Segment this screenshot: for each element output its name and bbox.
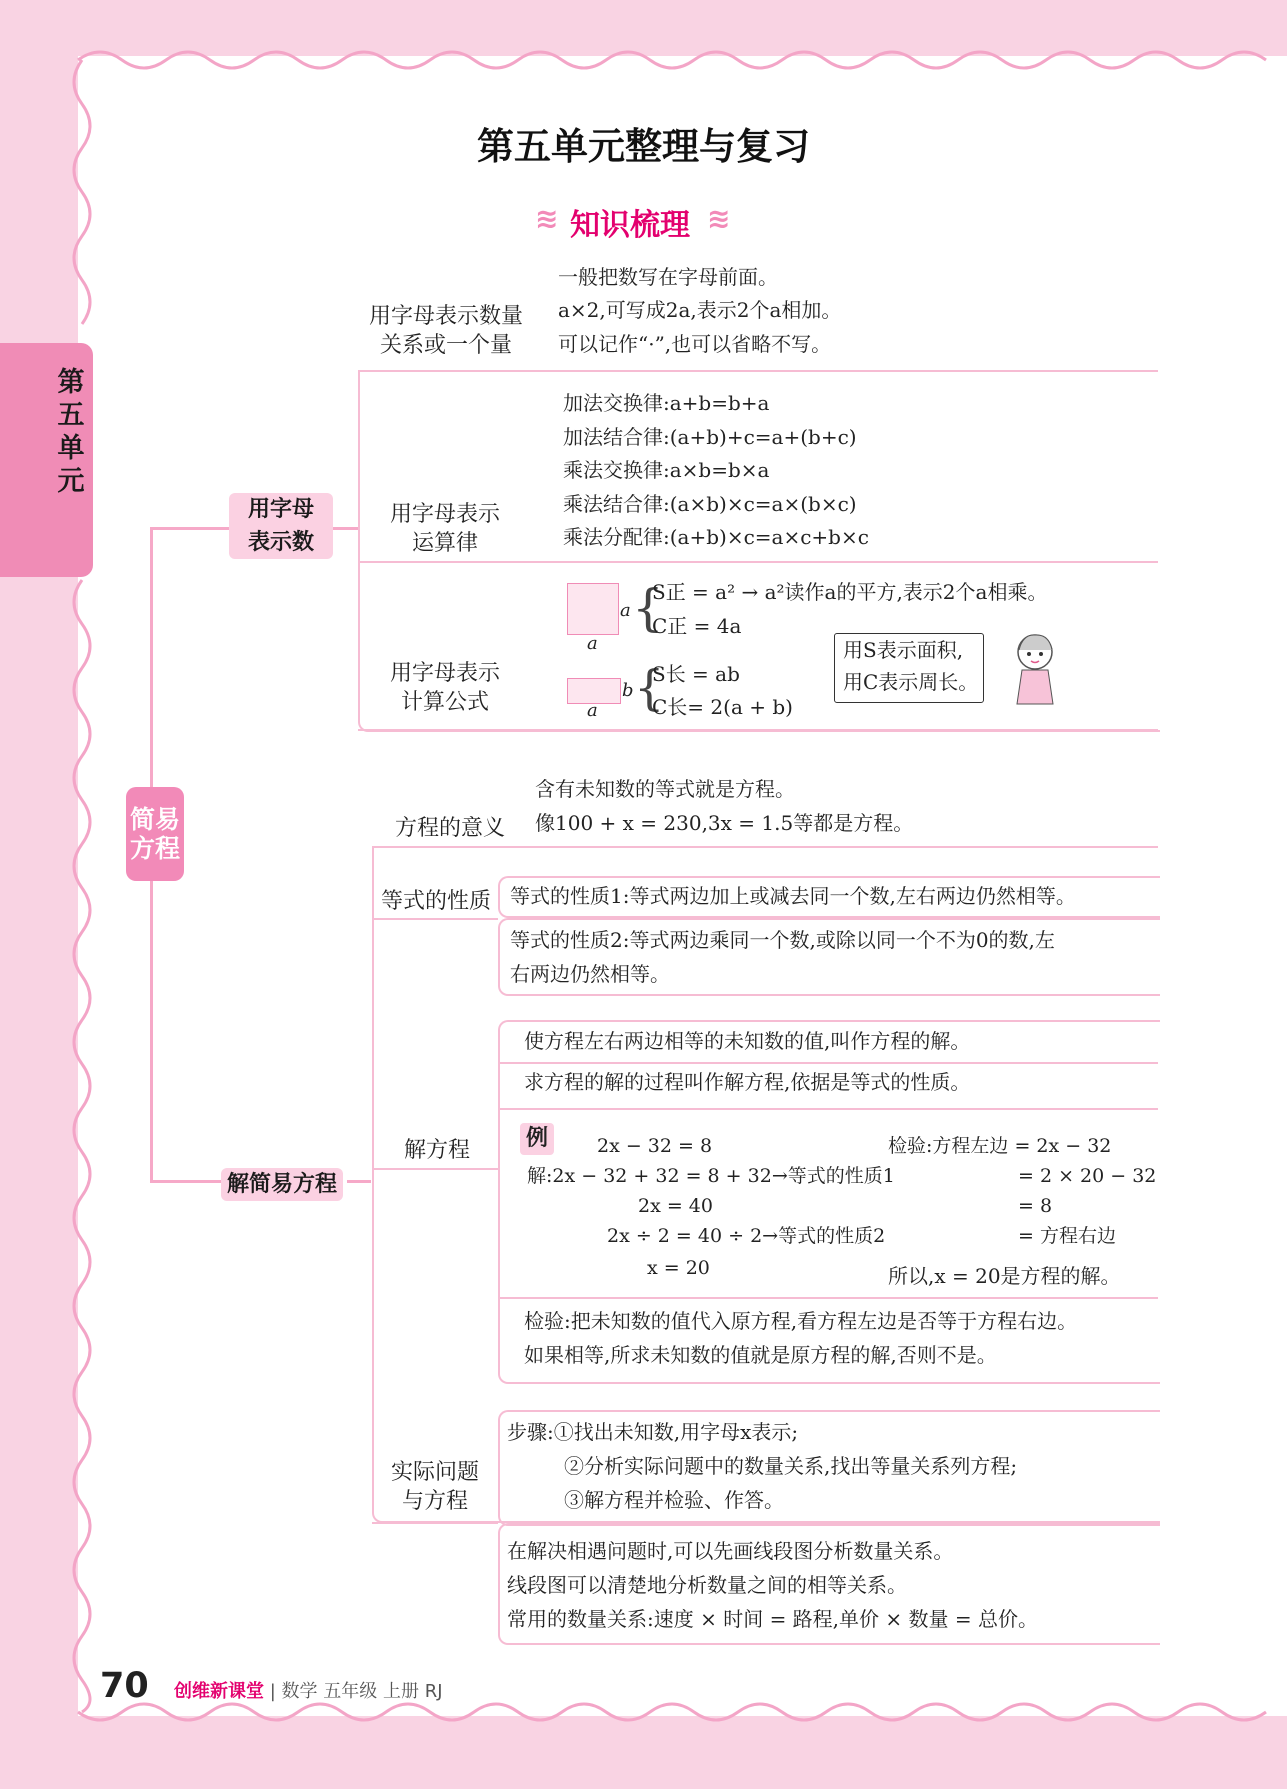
squiggle-left-icon: ≋: [535, 202, 559, 235]
squiggle-right-icon: ≋: [707, 202, 731, 235]
text-line: 等式的性质2:等式两边乘同一个数,或除以同一个不为0的数,左: [510, 928, 1055, 952]
divider: [500, 1062, 1158, 1064]
branch-node-letters: 用字母 表示数: [229, 493, 333, 559]
footer-meta: 数学 五年级 上册 RJ: [281, 1681, 443, 1702]
check-line: 所以,x = 20是方程的解。: [888, 1264, 1121, 1288]
square-side-label: a: [620, 600, 631, 621]
bubble-line: 用C表示周长。: [843, 670, 979, 694]
text-line: 步骤:①找出未知数,用字母x表示;: [507, 1420, 799, 1444]
topic-label: 用字母表示数量 关系或一个量: [368, 304, 523, 358]
text-line: 乘法结合律:(a×b)×c=a×(b×c): [563, 492, 857, 516]
rect-bottom-label: a: [587, 700, 598, 721]
formula-line: C长= 2(a + b): [652, 695, 793, 719]
text-line: 求方程的解的过程叫作解方程,依据是等式的性质。: [524, 1070, 971, 1094]
text-line: 加法结合律:(a+b)+c=a+(b+c): [563, 425, 857, 449]
text-line: 检验:把未知数的值代入原方程,看方程左边是否等于方程右边。: [524, 1309, 1078, 1333]
example-line: 2x = 40: [638, 1195, 713, 1217]
text-line: ②分析实际问题中的数量关系,找出等量关系列方程;: [564, 1454, 1018, 1478]
footer-info: [174, 1677, 443, 1703]
bubble-line: 用S表示面积,: [843, 638, 964, 662]
topic-label: 实际问题 与方程: [390, 1460, 479, 1514]
topic-label: 用字母表示 运算律: [389, 502, 500, 556]
square-bottom-label: a: [587, 633, 598, 654]
check-line: = 8: [1018, 1195, 1053, 1217]
section-title: 知识梳理: [570, 208, 690, 243]
text-line: 等式的性质1:等式两边加上或减去同一个数,左右两边仍然相等。: [510, 884, 1076, 908]
formula-line: S正 = a² → a²读作a的平方,表示2个a相乘。: [652, 580, 1048, 604]
example-mark: 例: [520, 1123, 554, 1155]
example-line: x = 20: [647, 1257, 710, 1279]
text-line: 在解决相遇问题时,可以先画线段图分析数量关系。: [507, 1539, 954, 1563]
divider: [372, 1168, 498, 1170]
trunk-top-branch: [150, 527, 230, 530]
example-line: 2x ÷ 2 = 40 ÷ 2→等式的性质2: [607, 1225, 886, 1247]
text-line: 一般把数写在字母前面。: [558, 265, 778, 289]
example-line: 解:2x − 32 + 32 = 8 + 32→等式的性质1: [527, 1165, 895, 1187]
divider: [500, 1297, 1158, 1299]
speech-bubble: [834, 633, 984, 703]
unit-side-tab-label: 第五 单元: [57, 367, 85, 497]
check-line: 检验:方程左边 = 2x − 32: [888, 1135, 1112, 1157]
footer-brand: 创维新课堂: [174, 1681, 264, 1702]
text-line: 可以记作“·”,也可以省略不写。: [558, 332, 832, 356]
text-line: 使方程左右两边相等的未知数的值,叫作方程的解。: [524, 1029, 971, 1053]
divider: [372, 1522, 498, 1524]
girl-character-icon: [1005, 630, 1065, 710]
footer-divider: |: [269, 1681, 276, 1702]
text-line: 乘法分配律:(a+b)×c=a×c+b×c: [563, 525, 869, 549]
root-node: 简易方程: [126, 787, 184, 881]
square-figure: [567, 583, 619, 635]
topic-label: 方程的意义: [394, 816, 505, 841]
text-line: 含有未知数的等式就是方程。: [535, 777, 795, 801]
check-line: = 2 × 20 − 32: [1018, 1165, 1157, 1187]
check-line: = 方程右边: [1018, 1225, 1116, 1247]
text-line: 常用的数量关系:速度 × 时间 = 路程,单价 × 数量 = 总价。: [507, 1607, 1038, 1631]
topic-label: 用字母表示 计算公式: [389, 661, 500, 715]
text-line: 像100 + x = 230,3x = 1.5等都是方程。: [535, 811, 914, 835]
text-line: 加法交换律:a+b=b+a: [563, 391, 770, 415]
text-line: 乘法交换律:a×b=b×a: [563, 458, 770, 482]
rect-side-label: b: [622, 680, 634, 701]
example-line: 2x − 32 = 8: [597, 1135, 713, 1157]
text-line: a×2,可写成2a,表示2个a相加。: [558, 298, 842, 322]
brace-icon: {: [632, 579, 664, 637]
text-line: ③解方程并检验、作答。: [564, 1488, 784, 1512]
branch2-connector: [347, 1180, 371, 1183]
formula-line: S长 = ab: [652, 662, 740, 686]
divider: [358, 729, 1158, 731]
topic-label: 解方程: [403, 1138, 470, 1163]
divider: [358, 561, 1158, 563]
brace-icon: {: [634, 660, 665, 716]
topic-label: 等式的性质: [380, 889, 491, 914]
trunk-bottom-branch: [150, 1180, 223, 1183]
formula-line: C正 = 4a: [652, 614, 742, 638]
page-number: 70: [100, 1666, 149, 1706]
divider: [358, 370, 1158, 372]
text-line: 线段图可以清楚地分析数量之间的相等关系。: [507, 1573, 907, 1597]
divider: [500, 1108, 1158, 1110]
divider: [372, 918, 498, 920]
branch-node-equations: 解简易方程: [221, 1168, 343, 1201]
text-line: 右两边仍然相等。: [510, 962, 670, 986]
text-line: 如果相等,所求未知数的值就是原方程的解,否则不是。: [524, 1343, 997, 1367]
page-title: 第五单元整理与复习: [477, 125, 810, 168]
